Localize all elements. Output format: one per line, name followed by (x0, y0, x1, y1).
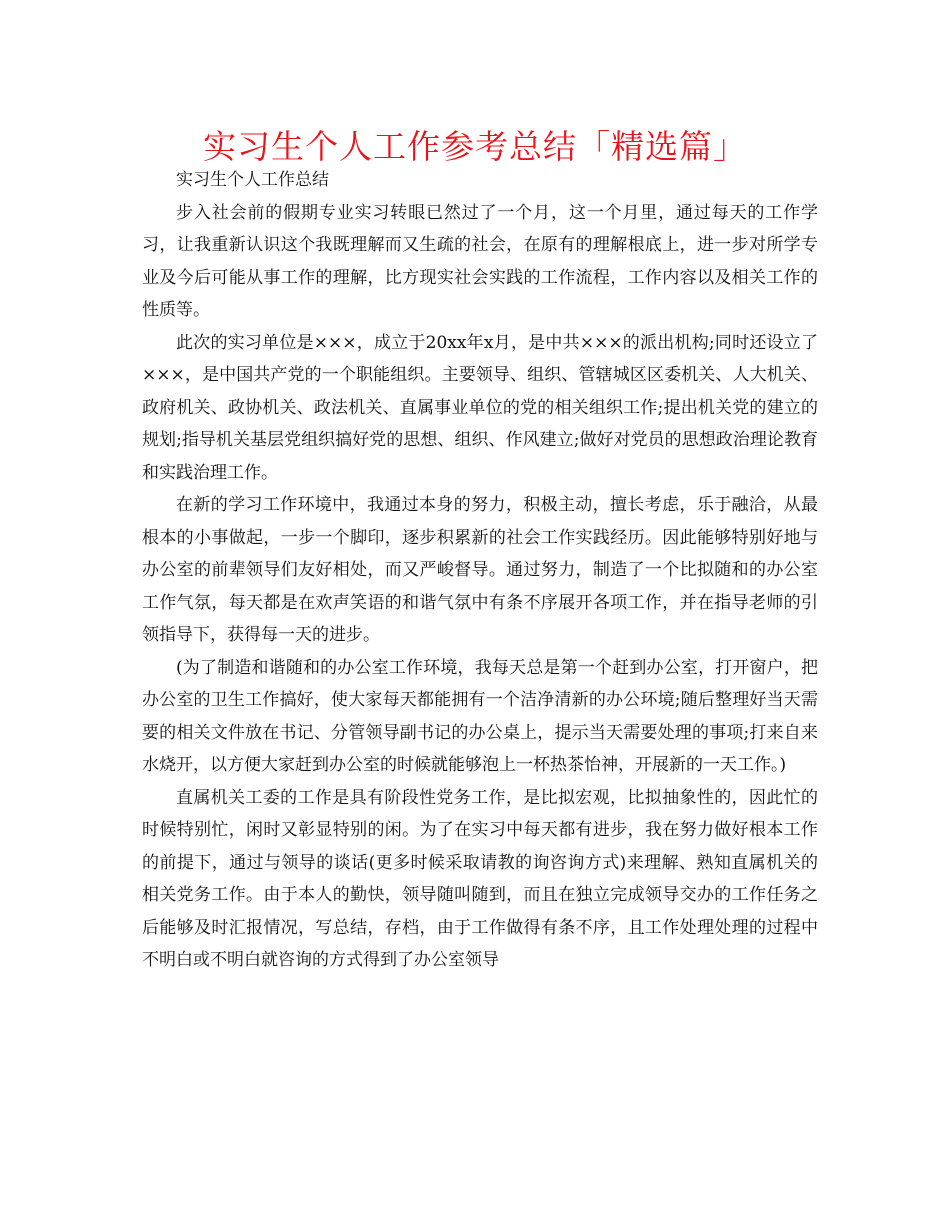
document-body (142, 164, 818, 977)
paragraph-4: (为了制造和谐随和的办公室工作环境，我每天总是第一个赶到办公室，打开窗户，把办公室的卫生工作搞好，使大家每天都能拥有一个洁净清新的办公环境;随后整理好当天需要的相关文件放在书记、分管领导副书记的办公桌上，提示当天需要处理的事项;打来自来水烧开，以方便大家赶到办公室的时候就能够泡上一杯热茶怡神，开展新的一天工作。) (142, 657, 818, 775)
document-title: 实习生个人工作参考总结「精选篇」 (203, 127, 747, 166)
paragraph-1: 步入社会前的假期专业实习转眼已然过了一个月，这一个月里，通过每天的工作学习，让我重新认识这个我既理解而又生疏的社会，在原有的理解根底上，进一步对所学专业及今后可能从事工作的理解，比方现实社会实践的工作流程，工作内容以及相关工作的性质等。 (142, 202, 818, 320)
paragraph-3: 在新的学习工作环境中，我通过本身的努力，积极主动，擅长考虑，乐于融洽，从最根本的小事做起，一步一个脚印，逐步积累新的社会工作实践经历。因此能够特别好地与办公室的前辈领导们友好相处，而又严峻督导。通过努力，制造了一个比拟随和的办公室工作气氛，每天都是在欢声笑语的和谐气氛中有条不序展开各项工作，并在指导老师的引领指导下，获得每一天的进步。 (142, 495, 818, 645)
document-subtitle: 实习生个人工作总结 (176, 170, 329, 190)
paragraph-2: 此次的实习单位是×××，成立于20xx年x月，是中共×××的派出机构;同时还设立了×××，是中国共产党的一个职能组织。主要领导、组织、管辖城区区委机关、人大机关、政府机关、政协机关、政法机关、直属事业单位的党的相关组织工作;提出机关党的建立的规划;指导机关基层党组织搞好党的思想、组织、作风建立;做好对党员的思想政治理论教育和实践治理工作。 (142, 332, 818, 483)
paragraph-5: 直属机关工委的工作是具有阶段性党务工作，是比拟宏观，比拟抽象性的，因此忙的时候特别忙，闲时又彰显特别的闲。为了在实习中每天都有进步，我在努力做好根本工作的前提下，通过与领导的谈话(更多时候采取请教的询咨询方式)来理解、熟知直属机关的相关党务工作。由于本人的勤快，领导随叫随到，而且在独立完成领导交办的工作任务之后能够及时汇报情况，写总结，存档，由于工作做得有条不序，且工作处理处理的过程中不明白或不明白就咨询的方式得到了办公室领导 (142, 787, 818, 970)
